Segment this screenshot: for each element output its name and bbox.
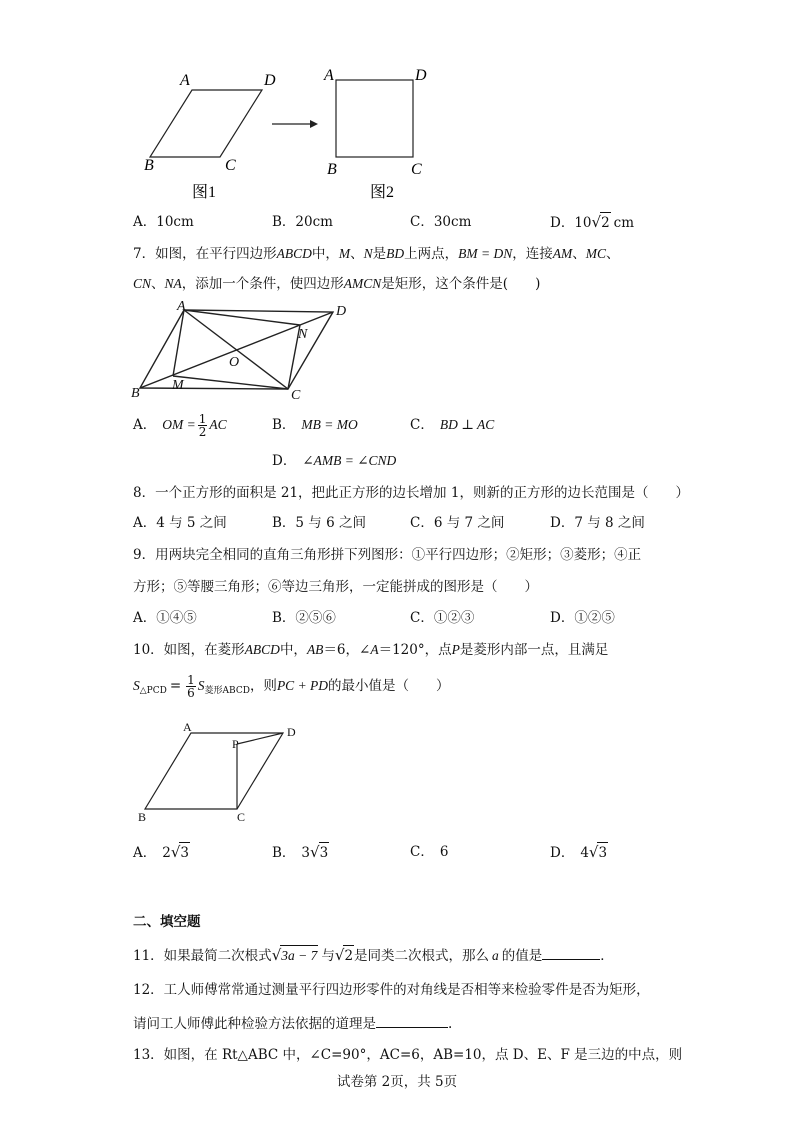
option-letter: D． bbox=[272, 453, 297, 469]
math-a: a bbox=[492, 948, 499, 963]
q11-stem bbox=[133, 945, 614, 966]
fraction-half bbox=[198, 413, 208, 438]
math-abcd: ABCD bbox=[244, 642, 280, 657]
q7-option-d[interactable] bbox=[272, 451, 396, 471]
option-letter: A． bbox=[133, 214, 157, 230]
q8-option-a[interactable] bbox=[133, 513, 227, 533]
text: 12．工人师傅常常通过测量平行四边形零件的对角线是否相等来检验零件是否为矩形， bbox=[133, 982, 650, 998]
q8-stem bbox=[133, 483, 689, 503]
subscript-pcd: △PCD bbox=[139, 686, 167, 696]
label-d: D bbox=[336, 304, 347, 319]
q6-option-d[interactable] bbox=[550, 212, 634, 233]
label-a: A bbox=[177, 300, 186, 314]
q10-figure-rhombus bbox=[133, 718, 313, 828]
q12-stem-line1 bbox=[133, 980, 650, 1000]
option-letter: C． bbox=[410, 844, 434, 860]
text: 11．如果最简二次根式 bbox=[133, 948, 272, 964]
text: ＝6，∠ bbox=[323, 642, 371, 658]
option-text: B．5 与 6 之间 bbox=[272, 515, 366, 531]
fraction-one-sixth bbox=[186, 674, 196, 699]
sqrt-sign: √ bbox=[588, 843, 599, 861]
option-text: 30cm bbox=[433, 214, 472, 230]
option-letter: A． bbox=[133, 417, 157, 433]
rhombus-abcd bbox=[145, 733, 283, 809]
sqrt-sign: √ bbox=[334, 946, 345, 964]
text: 8．一个正方形的面积是 21，把此正方形的边长增加 1，则新的正方形的边长范围是（ ） bbox=[133, 485, 689, 501]
option-text: C．6 与 7 之间 bbox=[410, 515, 505, 531]
label-n: N bbox=[298, 327, 308, 342]
label-o: O bbox=[229, 355, 240, 370]
figure2-caption: 图2 bbox=[370, 184, 395, 201]
figure2-label-b: B bbox=[327, 161, 337, 178]
figure2-square bbox=[336, 80, 413, 157]
text: 方形；⑤等腰三角形；⑥等边三角形，一定能拼成的图形是（ ） bbox=[133, 579, 538, 595]
figure1-caption: 图1 bbox=[192, 184, 217, 201]
sqrt-sign: √ bbox=[591, 213, 602, 231]
q10-option-d[interactable] bbox=[550, 842, 608, 863]
option-coef: 3 bbox=[301, 845, 311, 861]
q8-option-c[interactable] bbox=[410, 513, 504, 533]
math-bm-eq-dn: BM = DN bbox=[458, 246, 513, 261]
q8-option-b[interactable] bbox=[272, 513, 366, 533]
math-p: P bbox=[451, 642, 460, 657]
figure1-label-d: D bbox=[264, 72, 276, 89]
q7-stem-line1 bbox=[133, 244, 619, 264]
segment-pd bbox=[237, 733, 283, 744]
option-text: 20cm bbox=[295, 214, 333, 230]
math-om-eq: OM = bbox=[162, 417, 196, 432]
figure2-label-d: D bbox=[415, 67, 427, 84]
text: 中， bbox=[311, 246, 339, 262]
math-a: A bbox=[370, 642, 379, 657]
label-c: C bbox=[237, 810, 246, 824]
sqrt-sign: √ bbox=[170, 843, 181, 861]
q9-option-d[interactable] bbox=[550, 608, 615, 628]
text: 7．如图，在平行四边形 bbox=[133, 246, 277, 262]
figure1-label-a: A bbox=[180, 72, 190, 89]
math-am: AM bbox=[552, 246, 573, 261]
label-a: A bbox=[183, 720, 192, 734]
text: 请问工人师傅此种检验方法依据的道理是 bbox=[133, 1016, 376, 1032]
option-text: ∠AMB = ∠CND bbox=[302, 453, 397, 468]
denominator: 6 bbox=[187, 686, 195, 700]
math-bd: BD bbox=[386, 246, 405, 261]
math-abcd: ABCD bbox=[276, 246, 312, 261]
option-text: D．7 与 8 之间 bbox=[550, 515, 645, 531]
text: 上两点， bbox=[404, 246, 459, 262]
math-na: NA bbox=[164, 276, 182, 291]
label-c: C bbox=[291, 388, 301, 400]
subscript-rhombus: 菱形ABCD bbox=[204, 686, 250, 696]
q10-option-a[interactable] bbox=[133, 842, 190, 863]
text: ，添加一个条件，使四边形 bbox=[181, 276, 344, 292]
text: 的值是 bbox=[501, 948, 543, 964]
option-letter: C． bbox=[410, 214, 434, 230]
option-letter: D． bbox=[550, 215, 575, 231]
math-s: S bbox=[133, 678, 140, 693]
text: 、 bbox=[151, 276, 165, 292]
label-d: D bbox=[287, 725, 296, 739]
q9-stem-line1 bbox=[133, 545, 641, 565]
radicand: 2 bbox=[343, 945, 354, 966]
radicand: 3 bbox=[179, 842, 190, 863]
text: ，连接 bbox=[512, 246, 553, 262]
option-text: 6 bbox=[439, 844, 449, 860]
q8-option-d[interactable] bbox=[550, 513, 645, 533]
figure2-label-c: C bbox=[411, 161, 422, 178]
radicand: 2 bbox=[600, 212, 611, 233]
text: 9．用两块完全相同的直角三角形拼下列图形：①平行四边形；②矩形；③菱形；④正 bbox=[133, 547, 642, 563]
option-text: D．①②⑤ bbox=[550, 610, 615, 626]
math-amcn: AMCN bbox=[343, 276, 382, 291]
option-coef: 10 bbox=[574, 215, 592, 231]
arrow-head bbox=[310, 120, 318, 128]
label-b: B bbox=[138, 810, 147, 824]
label-b: B bbox=[131, 386, 140, 400]
text: 是矩形，这个条件是( ) bbox=[381, 276, 541, 292]
math-n: N bbox=[363, 246, 373, 261]
option-letter: B． bbox=[272, 214, 296, 230]
q7-figure-parallelogram bbox=[128, 300, 358, 400]
q12-stem-line2 bbox=[133, 1013, 452, 1034]
option-letter: D． bbox=[550, 845, 575, 861]
answer-blank[interactable] bbox=[542, 945, 600, 960]
q7-option-b[interactable] bbox=[272, 415, 358, 435]
text: . bbox=[448, 1016, 453, 1032]
math-pc-plus-pd: PC + PD bbox=[276, 678, 329, 693]
answer-blank[interactable] bbox=[376, 1013, 448, 1028]
q6-option-b[interactable] bbox=[272, 212, 333, 232]
option-letter: B． bbox=[272, 417, 296, 433]
q9-option-c[interactable] bbox=[410, 608, 474, 628]
q10-stem-line1 bbox=[133, 640, 608, 660]
text: 试卷第 2页，共 5页 bbox=[336, 1074, 458, 1090]
option-text: 10cm bbox=[156, 214, 194, 230]
numerator: 1 bbox=[198, 412, 207, 426]
option-text: BD ⊥ AC bbox=[439, 417, 495, 432]
text: ，则 bbox=[249, 678, 277, 694]
option-text: B．②⑤⑥ bbox=[272, 610, 336, 626]
radicand: 3 bbox=[597, 842, 608, 863]
q6-option-a[interactable] bbox=[133, 212, 194, 232]
page-footer bbox=[0, 1072, 794, 1092]
q13-stem-line1 bbox=[133, 1045, 682, 1065]
q7-stem-line2 bbox=[133, 274, 540, 294]
math-mc: MC bbox=[585, 246, 606, 261]
sqrt-sign: √ bbox=[310, 843, 320, 861]
math-cn: CN bbox=[133, 276, 152, 291]
text: 是菱形内部一点，且满足 bbox=[459, 642, 609, 658]
math-ac: AC bbox=[209, 417, 227, 432]
text: ＝120°，点 bbox=[378, 642, 452, 658]
label-m: M bbox=[172, 378, 184, 393]
section-title bbox=[133, 912, 201, 932]
q7-option-c[interactable] bbox=[410, 415, 494, 435]
text: 、 bbox=[350, 246, 364, 262]
option-text: MB = MO bbox=[301, 417, 358, 432]
text: 13．如图，在 Rt△ABC 中，∠C=90°，AC=6，AB=10，点 D、E、F 是三边的中点，则 bbox=[133, 1047, 683, 1063]
math-ab: AB bbox=[306, 642, 324, 657]
option-text: A．①④⑤ bbox=[133, 610, 197, 626]
text: 与 bbox=[321, 948, 335, 964]
option-letter: B． bbox=[272, 845, 296, 861]
radicand: 3a − 7 bbox=[280, 945, 318, 966]
q9-stem-line2 bbox=[133, 577, 538, 597]
option-letter: C． bbox=[410, 417, 434, 433]
option-unit: cm bbox=[613, 215, 635, 231]
text: 10．如图，在菱形 bbox=[133, 642, 245, 658]
figure2-label-a: A bbox=[324, 67, 334, 84]
text: 二、填空题 bbox=[133, 914, 201, 930]
figure1-label-c: C bbox=[225, 157, 236, 174]
figure1-parallelogram bbox=[150, 90, 262, 157]
text: 是同类二次根式，那么 bbox=[354, 948, 490, 964]
text: 、 bbox=[572, 246, 586, 262]
option-coef: 2 bbox=[162, 845, 171, 861]
segment-mc bbox=[173, 376, 288, 389]
q9-option-a[interactable] bbox=[133, 608, 197, 628]
text: 的最小值是（ ） bbox=[328, 678, 450, 694]
q10-stem-line2 bbox=[133, 672, 450, 705]
q6-option-c[interactable] bbox=[410, 212, 471, 232]
equals: = bbox=[169, 678, 182, 694]
option-coef: 4 bbox=[580, 845, 589, 861]
math-m: M bbox=[338, 246, 351, 261]
sqrt-sign: √ bbox=[271, 946, 282, 964]
q10-option-b[interactable] bbox=[272, 842, 329, 863]
diagonal-bd bbox=[140, 312, 333, 388]
option-text: A．4 与 5 之间 bbox=[133, 515, 227, 531]
math-s: S bbox=[197, 678, 205, 693]
q7-option-a[interactable] bbox=[133, 412, 227, 438]
option-letter: A． bbox=[133, 845, 157, 861]
numerator: 1 bbox=[187, 673, 195, 687]
option-text: C．①②③ bbox=[410, 610, 475, 626]
radicand: 3 bbox=[319, 842, 330, 863]
q10-option-c[interactable] bbox=[410, 842, 448, 862]
text: 、 bbox=[605, 246, 620, 262]
text: 是 bbox=[372, 246, 387, 262]
label-p: P bbox=[232, 737, 239, 751]
text: ． bbox=[600, 948, 614, 964]
denominator: 2 bbox=[198, 425, 207, 439]
figure-parallelogram-to-square bbox=[130, 60, 470, 210]
figure1-label-b: B bbox=[144, 157, 154, 174]
text: 中， bbox=[279, 642, 307, 658]
q9-option-b[interactable] bbox=[272, 608, 336, 628]
